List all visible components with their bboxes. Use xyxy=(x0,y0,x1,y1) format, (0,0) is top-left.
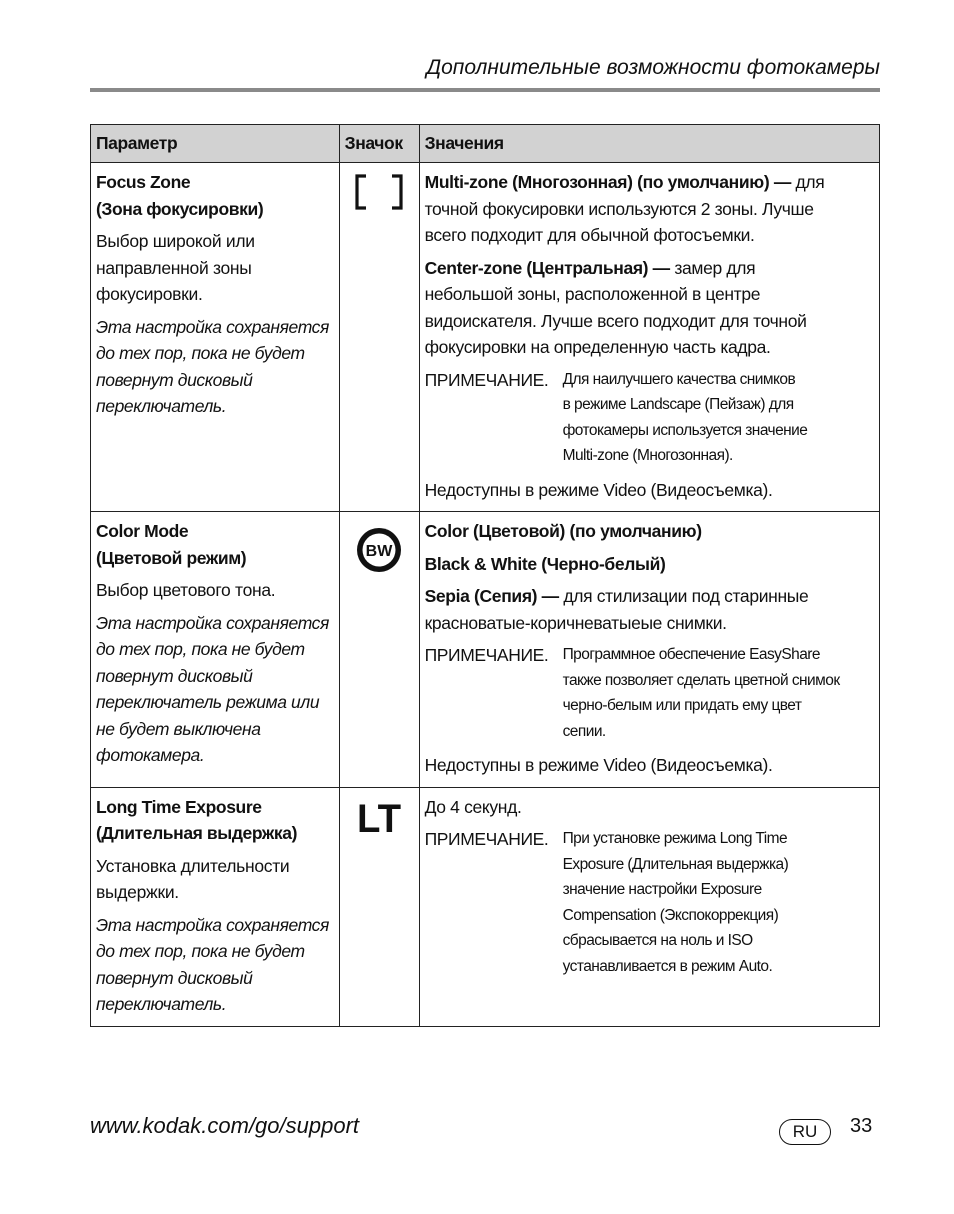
note-text-line: в режиме Landscape (Пейзаж) для xyxy=(562,396,794,413)
note-text-line: При установке режима Long Time xyxy=(562,830,788,847)
note-line: повернут дисковый xyxy=(96,665,253,686)
parameter-cell xyxy=(91,787,340,1026)
value-title: Multi-zone (Многозонная) (по умолчанию) — xyxy=(424,172,791,192)
note-text-line: Multi-zone (Многозонная). xyxy=(562,447,733,464)
parameter-cell xyxy=(91,512,340,788)
parameter-description xyxy=(96,577,334,604)
long-time-icon-label: LT xyxy=(357,796,402,838)
note-label: ПРИМЕЧАНИЕ. xyxy=(424,645,549,665)
note-text-line: сбрасывается на ноль и ISO xyxy=(562,932,753,949)
parameter-note xyxy=(96,314,334,420)
value-text: для xyxy=(790,172,825,192)
parameter-name: Color Mode xyxy=(96,521,189,541)
value-center-zone xyxy=(425,255,874,361)
icon-cell xyxy=(339,163,419,512)
value-black-white: Black & White (Черно-белый) xyxy=(424,553,666,574)
table-row xyxy=(91,512,880,788)
value-text: красноватые-коричневатыеые снимки. xyxy=(424,612,727,633)
values-cell xyxy=(419,787,879,1026)
note-line: до тех пор, пока не будет xyxy=(96,343,305,363)
header-divider xyxy=(90,88,880,92)
note-block xyxy=(425,367,874,469)
note-line: переключатель. xyxy=(96,396,227,416)
value-duration: До 4 секунд. xyxy=(424,796,522,817)
description-line: направленной зоны xyxy=(96,257,252,278)
parameter-name-ru: (Длительная выдержка) xyxy=(96,823,298,843)
parameter-note xyxy=(96,610,334,769)
availability-note: Недоступны в режиме Video (Видеосъемка). xyxy=(424,755,773,775)
note-block xyxy=(425,826,874,979)
note-block xyxy=(425,642,874,744)
value-color: Color (Цветовой) (по умолчанию) xyxy=(424,521,702,541)
note-line: до тех пор, пока не будет xyxy=(96,941,305,961)
long-time-icon xyxy=(353,794,405,846)
note-text-line: Для наилучшего качества снимков xyxy=(562,370,796,388)
note-line: до тех пор, пока не будет xyxy=(96,639,305,659)
value-text: для стилизации под старинные xyxy=(558,586,809,606)
value-text: небольшой зоны, расположенной в центре xyxy=(424,284,761,304)
description-line: фокусировки. xyxy=(96,284,203,304)
value-text: всего подходит для обычной фотосъемки. xyxy=(424,225,755,245)
note-label: ПРИМЕЧАНИЕ. xyxy=(424,369,549,390)
values-cell xyxy=(419,512,879,788)
support-url-link[interactable]: www.kodak.com/go/support xyxy=(90,1113,360,1138)
icon-cell xyxy=(339,512,419,788)
parameter-cell xyxy=(91,163,340,512)
note-text-line: фотокамеры используется значение xyxy=(562,421,808,439)
value-text: замер для xyxy=(669,257,756,278)
note-text-line: сепии. xyxy=(562,722,606,740)
note-text xyxy=(563,826,789,979)
note-text xyxy=(563,367,808,469)
value-title: Sepia (Сепия) — xyxy=(424,586,559,606)
note-text-line: также позволяет сделать цветной снимок xyxy=(562,671,840,689)
description-line: Выбор цветового тона. xyxy=(96,580,276,600)
parameter-note xyxy=(96,912,334,1018)
note-text-line: Compensation (Экспокоррекция) xyxy=(562,906,779,924)
description-line: выдержки. xyxy=(96,882,179,902)
value-sepia xyxy=(425,583,874,636)
parameter-name-ru: (Зона фокусировки) xyxy=(96,198,264,219)
note-line: Эта настройка сохраняется xyxy=(96,914,329,935)
value-multi-zone xyxy=(425,169,874,249)
page-number: 33 xyxy=(850,1115,873,1137)
note-text-line: Программное обеспечение EasyShare xyxy=(562,646,820,663)
table-row xyxy=(91,787,880,1026)
black-white-icon-label: BW xyxy=(365,543,393,560)
focus-zone-bracket-icon xyxy=(354,173,404,219)
note-line: Эта настройка сохраняется xyxy=(96,316,329,337)
values-cell xyxy=(419,163,879,512)
column-header-values: Значения xyxy=(419,125,879,163)
note-line: повернут дисковый xyxy=(96,369,253,390)
value-title: Center-zone (Центральная) — xyxy=(424,257,670,278)
column-header-icon: Значок xyxy=(339,125,419,163)
parameter-description xyxy=(96,853,334,906)
parameter-name-ru: (Цветовой режим) xyxy=(96,547,247,568)
table-row xyxy=(91,163,880,512)
note-line: переключатель режима или xyxy=(96,692,320,712)
parameter-name: Long Time Exposure xyxy=(96,796,262,817)
note-text-line: значение настройки Exposure xyxy=(562,881,762,898)
note-text-line: черно-белым или придать ему цвет xyxy=(562,697,802,714)
description-line: Выбор широкой или xyxy=(96,231,255,251)
icon-cell xyxy=(339,787,419,1026)
note-line: не будет выключена xyxy=(96,718,261,739)
parameter-description xyxy=(96,228,334,308)
note-line: Эта настройка сохраняется xyxy=(96,612,329,633)
value-text: фокусировки на определенную часть кадра. xyxy=(424,337,771,357)
note-text-line: Exposure (Длительная выдержка) xyxy=(562,855,789,873)
table-header-row xyxy=(91,125,880,163)
availability-note: Недоступны в режиме Video (Видеосъемка). xyxy=(424,479,773,500)
parameter-name: Focus Zone xyxy=(96,172,191,192)
value-text: видоискателя. Лучше всего подходит для точной xyxy=(424,310,807,331)
black-white-icon xyxy=(353,526,405,582)
description-line: Установка длительности xyxy=(96,855,290,876)
note-line: повернут дисковый xyxy=(96,967,253,988)
settings-table xyxy=(90,124,880,1027)
note-line: фотокамера. xyxy=(96,745,205,765)
note-line: переключатель. xyxy=(96,994,227,1014)
value-text: точной фокусировки используются 2 зоны. Лучше xyxy=(424,198,814,219)
note-label: ПРИМЕЧАНИЕ. xyxy=(424,829,549,849)
language-badge: RU xyxy=(779,1119,831,1145)
note-text xyxy=(563,642,840,744)
page-header-title: Дополнительные возможности фотокамеры xyxy=(426,56,880,79)
note-text-line: устанавливается в режим Auto. xyxy=(562,957,773,975)
column-header-parameter: Параметр xyxy=(91,125,340,163)
